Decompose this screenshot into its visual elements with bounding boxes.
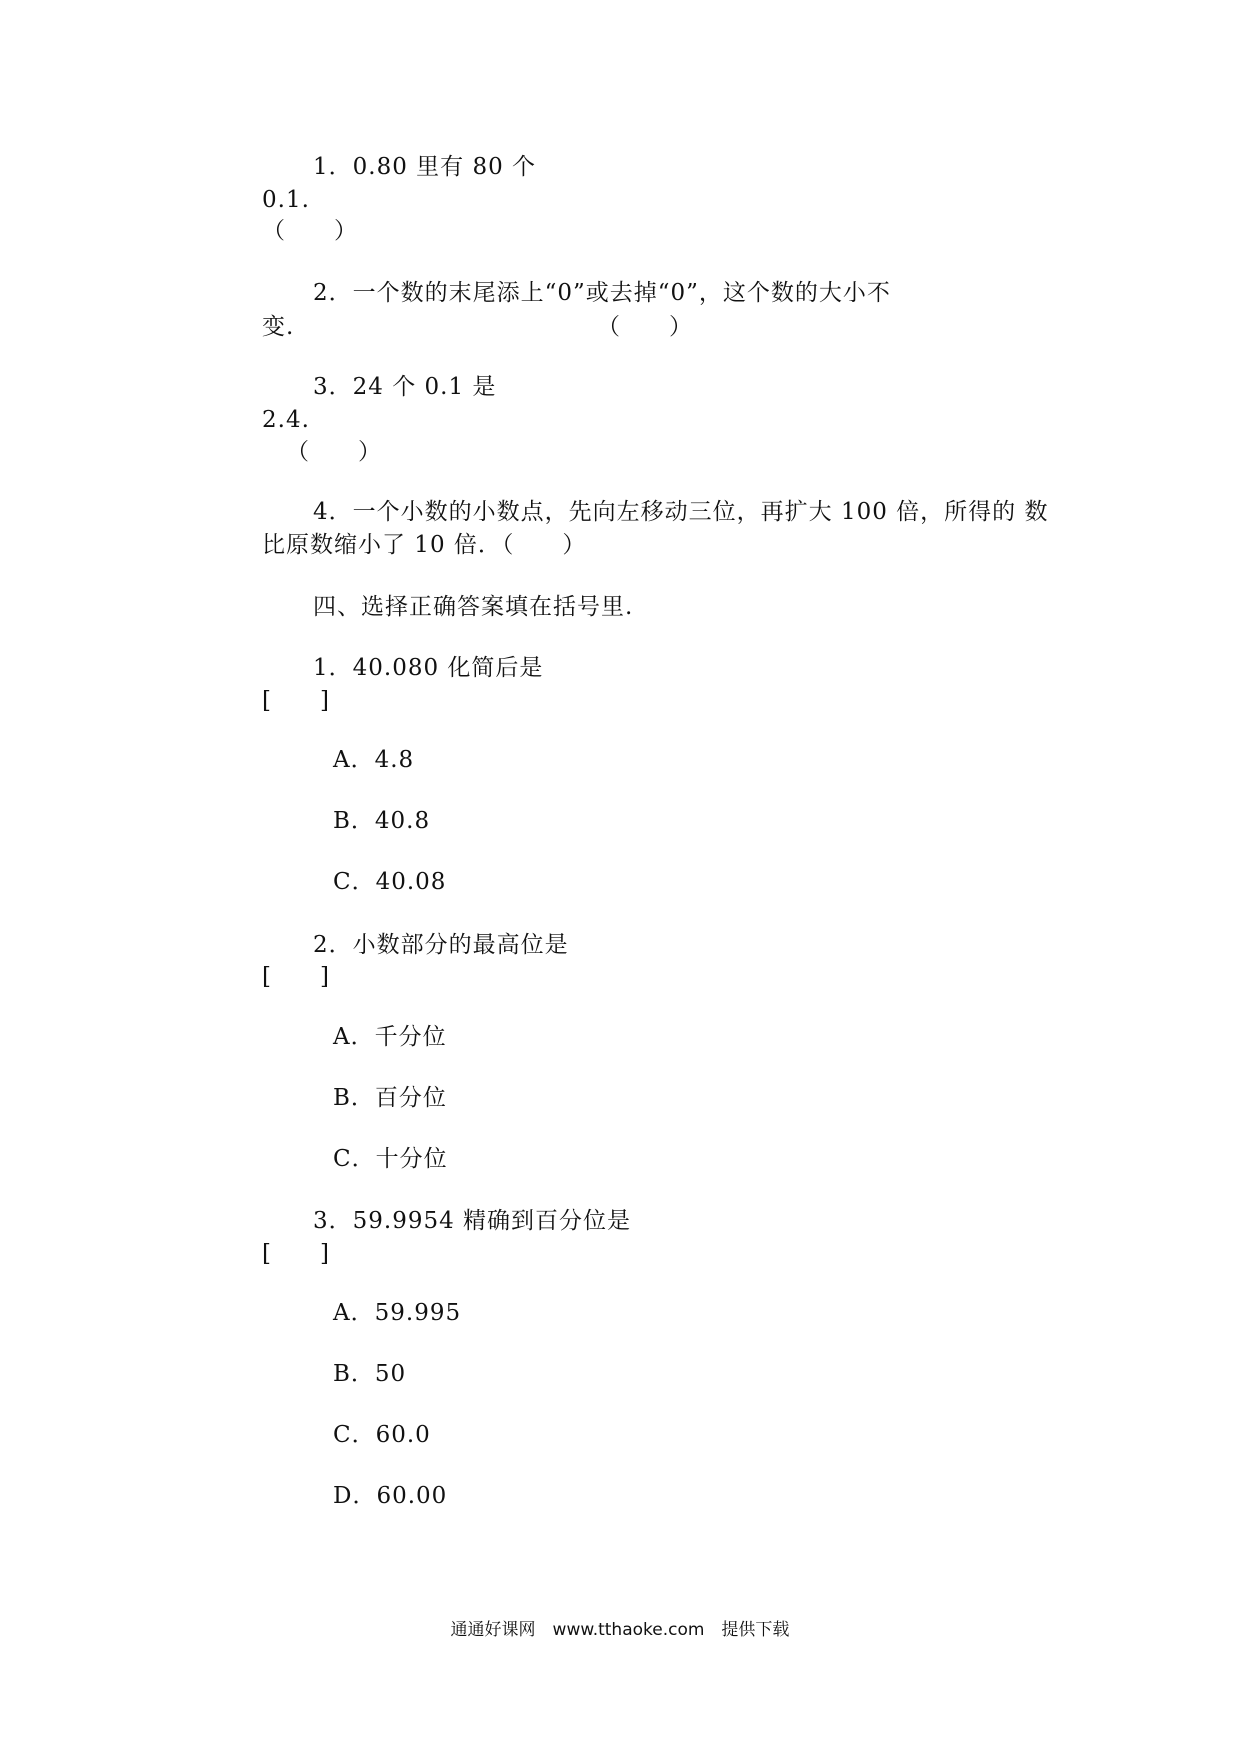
mc-q1-answer-bracket[interactable]: [ ] <box>262 688 330 714</box>
mc-q2-option-b[interactable]: B．百分位 <box>333 1085 447 1111</box>
tf-q4-text: 4．一个小数的小数点，先向左移动三位，再扩大 100 倍，所得的 数 <box>313 499 1049 525</box>
tf-q3-answer-paren[interactable]: （ ） <box>286 439 382 465</box>
section-title: 四、选择正确答案填在括号里. <box>313 594 634 620</box>
mc-q3-option-b[interactable]: B．50 <box>333 1361 407 1387</box>
mc-q3-answer-bracket[interactable]: [ ] <box>262 1241 330 1267</box>
mc-q1-option-b[interactable]: B．40.8 <box>333 808 431 834</box>
mc-q2-option-a[interactable]: A．千分位 <box>333 1024 447 1050</box>
tf-q2-text: 2．一个数的末尾添上“0”或去掉“0”，这个数的大小不 <box>313 280 891 306</box>
mc-q2-answer-bracket[interactable]: [ ] <box>262 964 330 990</box>
mc-q1-option-c[interactable]: C．40.08 <box>333 869 447 895</box>
tf-q1-text: 1．0.80 里有 80 个 <box>313 154 537 180</box>
mc-q3-stem: 3．59.9954 精确到百分位是 <box>313 1208 632 1234</box>
tf-q1-answer-paren[interactable]: （ ） <box>262 218 358 244</box>
tf-q2-text-cont: 变. <box>262 314 295 340</box>
page-footer: 通通好课网 www.tthaoke.com 提供下载 <box>450 1620 790 1640</box>
tf-q3-text: 3．24 个 0.1 是 <box>313 374 497 400</box>
tf-q1-text-cont: 0.1. <box>262 187 310 213</box>
tf-q4-text-cont: 比原数缩小了 10 倍．（ ） <box>262 532 587 558</box>
mc-q3-option-d[interactable]: D．60.00 <box>333 1483 448 1509</box>
mc-q2-stem: 2．小数部分的最高位是 <box>313 932 569 958</box>
mc-q1-stem: 1．40.080 化简后是 <box>313 655 544 681</box>
mc-q2-option-c[interactable]: C．十分位 <box>333 1146 448 1172</box>
mc-q1-option-a[interactable]: A．4.8 <box>333 747 415 773</box>
mc-q3-option-c[interactable]: C．60.0 <box>333 1422 431 1448</box>
tf-q2-answer-paren[interactable]: （ ） <box>597 314 693 340</box>
mc-q3-option-a[interactable]: A．59.995 <box>333 1300 462 1326</box>
tf-q3-text-cont: 2.4. <box>262 407 310 433</box>
